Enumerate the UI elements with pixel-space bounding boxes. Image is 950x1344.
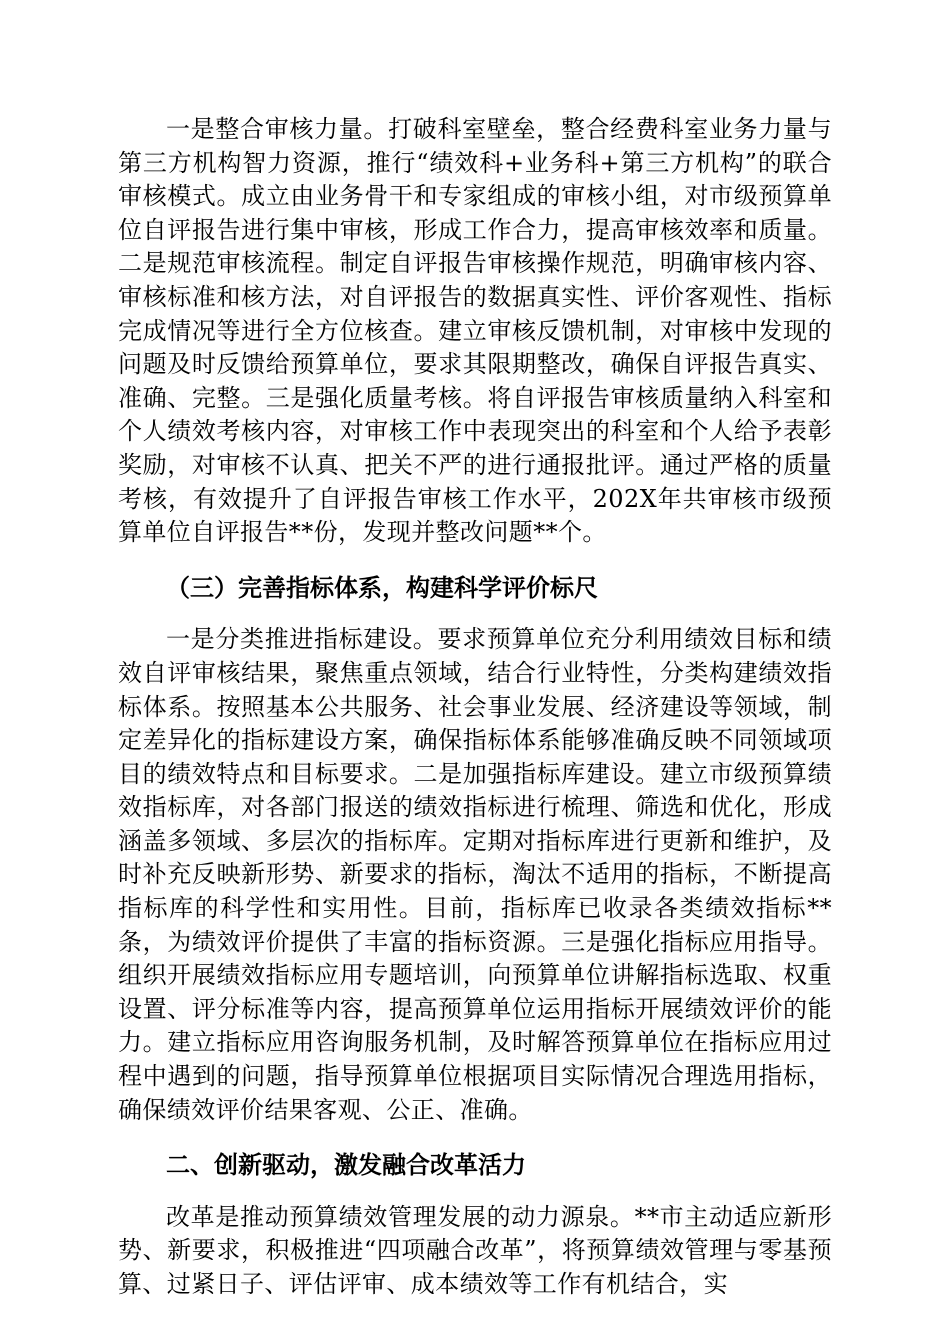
paragraph-indicator-construction: 一是分类推进指标建设。要求预算单位充分利用绩效目标和绩效自评审核结果，聚焦重点领域，结合行业特性，分类构建绩效指标体系。按照基本公共服务、社会事业发展、经济建设等领域，制定差异化的指标建设方案，确保指标体系能够准确反映不同领域项目的绩效特点和目标要求。二是加强指标库建设。建立市级预算绩效指标库，对各部门报送的绩效指标进行梳理、筛选和优化，形成涵盖多领域、多层次的指标库。定期对指标库进行更新和维护，及时补充反映新形势、新要求的指标，淘汰不适用的指标，不断提高指标库的科学性和实用性。目前，指标库已收录各类绩效指标**条，为绩效评价提供了丰富的指标资源。三是强化指标应用指导。组织开展绩效指标应用专题培训，向预算单位讲解指标选取、权重设置、评分标准等内容，提高预算单位运用指标开展绩效评价的能力。建立指标应用咨询服务机制，及时解答预算单位在指标应用过程中遇到的问题，指导预算单位根据项目实际情况合理选用指标，确保绩效评价结果客观、公正、准确。 xyxy=(118,625,832,1124)
section-heading-indicator-system: （三）完善指标体系，构建科学评价标尺 xyxy=(166,573,598,602)
paragraph-reform-intro: 改革是推动预算绩效管理发展的动力源泉。**市主动适应新形势、新要求，积极推进“四项融合改革”，将预算绩效管理与零基预算、过紧日子、评估评审、成本绩效等工作有机结合，实 xyxy=(118,1202,832,1298)
document-page xyxy=(118,113,832,1302)
section-heading-innovation: 二、创新驱动，激发融合改革活力 xyxy=(166,1151,526,1180)
paragraph-integrate-review: 一是整合审核力量。打破科室壁垒，整合经费科室业务力量与第三方机构智力资源，推行“绩效科+业务科+第三方机构”的联合审核模式。成立由业务骨干和专家组成的审核小组，对市级预算单位自评报告进行集中审核，形成工作合力，提高审核效率和质量。二是规范审核流程。制定自评报告审核操作规范，明确审核内容、审核标准和核方法，对自评报告的数据真实性、评价客观性、指标完成情况等进行全方位核查。建立审核反馈机制，对审核中发现的问题及时反馈给预算单位，要求其限期整改，确保自评报告真实、准确、完整。三是强化质量考核。将自评报告审核质量纳入科室和个人绩效考核内容，对审核工作中表现突出的科室和个人给予表彰奖励，对审核不认真、把关不严的进行通报批评。通过严格的质量考核，有效提升了自评报告审核工作水平，202X年共审核市级预算单位自评报告**份，发现并整改问题**个。 xyxy=(118,115,832,547)
